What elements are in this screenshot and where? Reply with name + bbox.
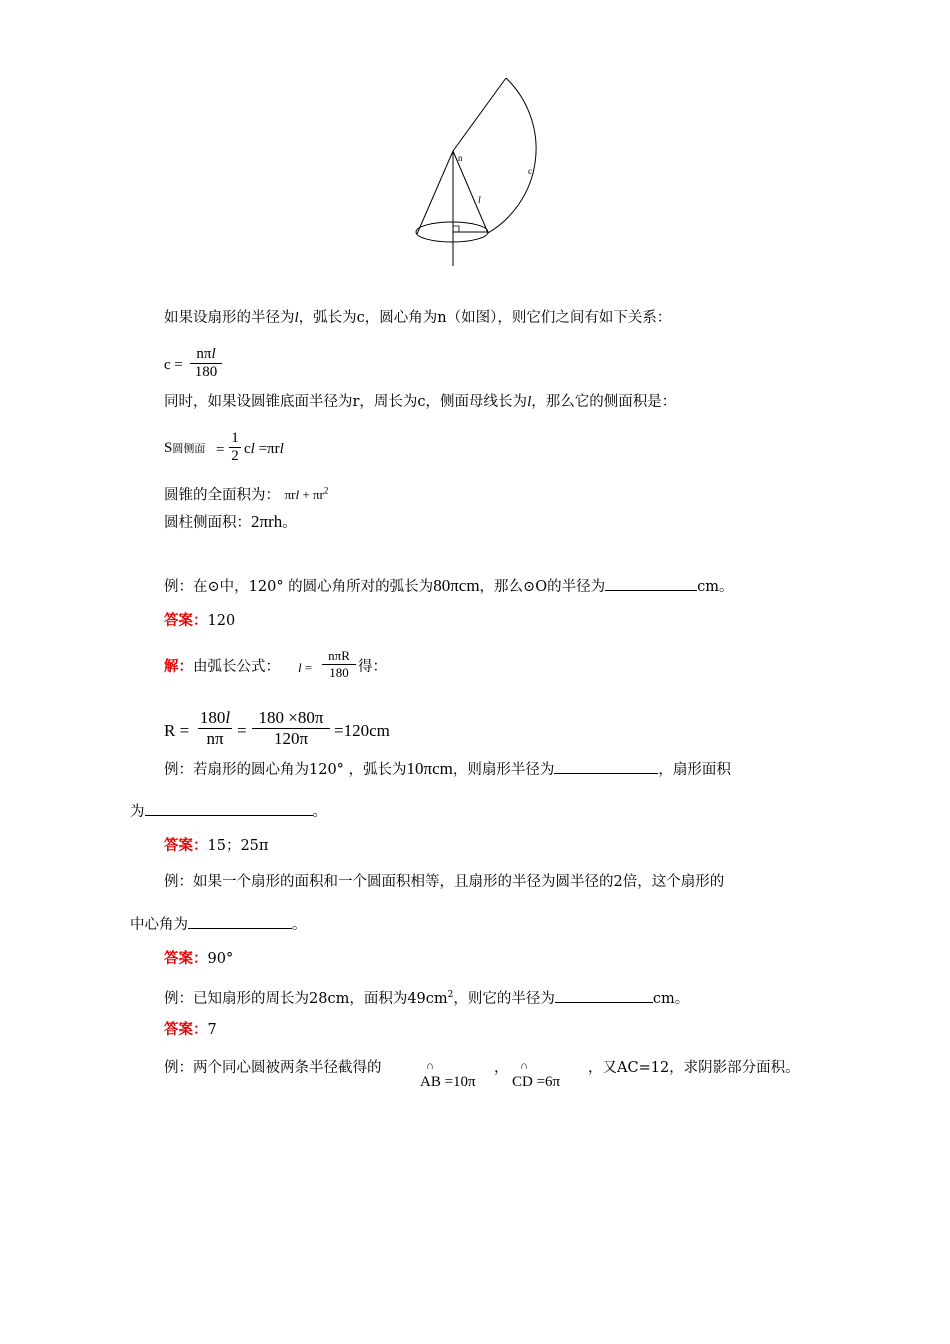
formula-s-sub: 圆侧面 xyxy=(172,443,206,455)
sol1-lhs xyxy=(298,660,312,676)
formula-s-den: 2 xyxy=(231,448,239,464)
p2-var-l: l xyxy=(527,394,532,410)
ans4-value: 7 xyxy=(207,1022,217,1038)
figure-label-c: c xyxy=(528,166,532,176)
ex3-line1: 例：如果一个扇形的面积和一个圆面积相等，且扇形的半径为圆半径的2倍，这个扇形的 xyxy=(164,874,725,890)
formula-r-den2: 120π xyxy=(273,729,309,748)
ex5-arc2-mark: ∩ xyxy=(520,1060,528,1072)
ex5-arc1-mark: ∩ xyxy=(426,1060,434,1072)
formula-s-eq: = xyxy=(216,442,225,458)
right-angle-mark xyxy=(453,226,459,232)
paragraph-cone-lateral xyxy=(164,393,676,411)
ex2-area-blank[interactable] xyxy=(145,801,313,816)
example-3-line2 xyxy=(130,914,307,934)
ex4-radius-blank[interactable] xyxy=(555,988,653,1003)
p1-var-l: l xyxy=(294,310,299,326)
answer-4 xyxy=(164,1021,217,1039)
example-3 xyxy=(164,873,724,891)
formula-c-num: nπ xyxy=(196,346,212,362)
ex3-angle-blank[interactable] xyxy=(188,914,292,929)
p4-text: 圆柱侧面积： xyxy=(164,515,251,531)
p3-text: 圆锥的全面积为： xyxy=(164,487,280,504)
ex2-line2: 为 xyxy=(130,804,145,820)
formula-r-fraction-1 xyxy=(198,708,232,749)
ans1-value: 120 xyxy=(207,613,236,629)
ex3-line2: 中心角为 xyxy=(130,917,188,933)
ex1-tail: cm。 xyxy=(697,579,734,595)
solution-1 xyxy=(164,658,280,676)
sol1-eq: = xyxy=(301,660,313,675)
example-2-line2 xyxy=(130,801,327,821)
p3-sup: 2 xyxy=(323,486,329,496)
example-2 xyxy=(164,759,731,779)
formula-arc-length-lhs: c = xyxy=(164,357,183,373)
paragraph-sector-relation xyxy=(164,309,671,327)
answer-1 xyxy=(164,612,235,630)
sol1-num: nπR xyxy=(328,648,350,663)
ex4-text2: ，则它的半径为 xyxy=(453,990,555,1007)
p3-formula-b: + πr xyxy=(299,487,324,503)
formula-r-den1: nπ xyxy=(206,729,224,748)
ex2-text2: ，则扇形半径为 xyxy=(452,762,555,778)
cone-sector-figure xyxy=(400,70,560,270)
formula-s-rest1: c xyxy=(244,441,251,457)
ex1-formula: 80πcm xyxy=(433,576,480,595)
sector-arc xyxy=(488,78,536,233)
p4-formula: 2πrh xyxy=(251,512,283,531)
ans3-label: 答案： xyxy=(164,950,208,967)
ans3-value: 90° xyxy=(207,951,234,967)
cone-side-left xyxy=(417,151,453,234)
ans4-label: 答案： xyxy=(164,1021,208,1038)
answer-2 xyxy=(164,837,268,855)
figure-label-l: l xyxy=(478,195,481,206)
sol1-label: 解： xyxy=(164,658,193,675)
p3-formula-l: l xyxy=(295,487,300,503)
sol1-fraction xyxy=(322,648,356,681)
ans1-label: 答案： xyxy=(164,612,208,629)
formula-r-fraction-2 xyxy=(252,708,330,749)
ex3-tail: 。 xyxy=(292,917,307,933)
sol1-lhs-l: l xyxy=(298,660,302,675)
ex5-comma: ， xyxy=(494,1060,509,1076)
figure-label-n: n xyxy=(458,153,463,163)
formula-r-num1-l: l xyxy=(225,708,231,727)
sol1-tail: 得： xyxy=(358,659,387,675)
ex1-text2: ，那么⊙O的半径为 xyxy=(479,579,606,595)
formula-s-rest-l2: l xyxy=(279,441,284,457)
sol1-text: 由弧长公式： xyxy=(193,659,280,675)
ex2-radius-blank[interactable] xyxy=(554,759,658,774)
formula-s-fraction xyxy=(229,430,241,465)
p4-tail: 。 xyxy=(282,515,297,531)
answer-3 xyxy=(164,950,233,968)
ans2-label: 答案： xyxy=(164,837,208,854)
formula-c-den: 180 xyxy=(194,364,218,380)
ex2-tail: 。 xyxy=(312,804,327,820)
sol1-den: 180 xyxy=(329,665,349,680)
ans2-value: 15；25π xyxy=(207,838,269,854)
ex5-arc2: CD =6π xyxy=(512,1074,561,1090)
example-1 xyxy=(164,576,733,596)
ex2-formula: 10πcm xyxy=(406,759,453,778)
example-4 xyxy=(164,986,689,1008)
paragraph-cone-total-area xyxy=(164,482,328,504)
formula-lateral-area xyxy=(164,440,205,457)
ex5-arc1: AB =10π xyxy=(420,1074,476,1090)
formula-s-rest xyxy=(244,441,284,458)
paragraph-cylinder-lateral xyxy=(164,513,297,532)
formula-s-S: S xyxy=(164,440,173,456)
example-5-text: 例：两个同心圆被两条半径截得的 xyxy=(164,1060,382,1076)
ex2-text: 例：若扇形的圆心角为120° ，弧长为 xyxy=(164,762,407,778)
ex2-text3: ，扇形面积 xyxy=(658,762,731,778)
formula-arc-length-fraction xyxy=(190,346,222,381)
ex1-text: 例：在⊙中，120° 的圆心角所对的弧长为 xyxy=(164,579,434,595)
formula-s-num: 1 xyxy=(231,430,239,446)
p1-text: 如果设扇形的半径为 xyxy=(164,310,295,326)
ex5-tail: ，又AC=12，求阴影部分面积。 xyxy=(588,1060,800,1076)
ex4-tail: cm。 xyxy=(652,990,690,1007)
formula-c-num-l: l xyxy=(211,346,216,362)
formula-s-rest-l1: l xyxy=(250,441,255,457)
formula-r-num2: 180 ×80π xyxy=(258,708,324,727)
formula-r-num1: 180 xyxy=(199,708,226,727)
formula-r-result: =120cm xyxy=(334,721,390,740)
ex4-sup: 2 xyxy=(447,990,454,1000)
formula-r-lhs: R = xyxy=(164,721,190,740)
p1-text2: ，弧长为c，圆心角为n（如图），则它们之间有如下关系： xyxy=(298,310,672,326)
ex1-answer-blank[interactable] xyxy=(605,576,697,591)
p3-formula-a: πr xyxy=(284,487,296,503)
p2-text: 同时，如果设圆锥底面半径为r，周长为c，侧面母线长为 xyxy=(164,394,528,410)
ex4-text: 例：已知扇形的周长为28cm，面积为49cm xyxy=(164,990,448,1007)
cone-side-right xyxy=(453,151,488,233)
formula-s-rest2: =πr xyxy=(254,441,280,457)
formula-r-eq2: = xyxy=(237,721,247,740)
p2-text2: ，那么它的侧面积是： xyxy=(531,394,677,410)
sector-radius-line xyxy=(453,78,506,151)
